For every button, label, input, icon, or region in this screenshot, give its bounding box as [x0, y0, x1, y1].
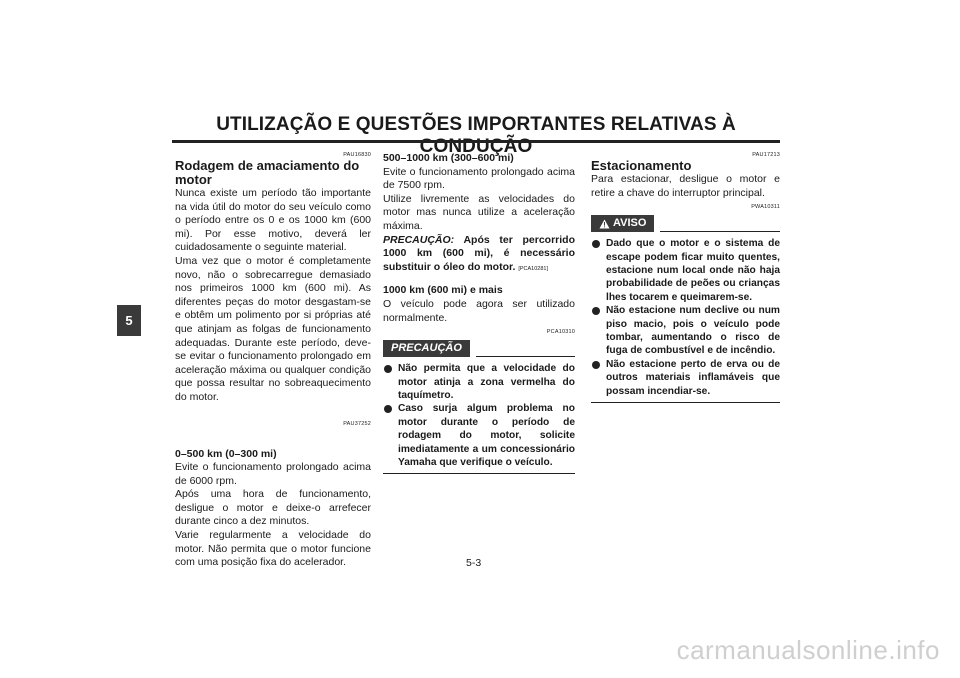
section-tab: 5 — [117, 305, 141, 336]
warning-box-header — [591, 215, 780, 232]
paragraph: Nunca existe um período tão importante na vida útil do motor do seu veículo como o período entre os 0 e os 1000 km (600 mi). Por esse motivo, deverá ler cuidadosamente o seguinte material. — [175, 187, 371, 254]
inline-caution-label: PRECAUÇÃO: — [383, 233, 455, 246]
ref-code: PCA10310 — [546, 329, 575, 336]
page-header-title: UTILIZAÇÃO E QUESTÕES IMPORTANTES RELATIVAS À CONDUÇÃO — [216, 114, 736, 157]
divider — [383, 473, 575, 474]
inline-caution — [383, 234, 575, 277]
paragraph: O veículo pode agora ser utilizado normalmente. — [383, 297, 575, 324]
paragraph: Utilize livremente as velocidades do motor mas nunca utilize a aceleração máxima. — [383, 192, 575, 232]
paragraph: Após uma hora de funcionamento, desligue o motor e deixe-o arrefecer durante cinco a dez minutos. — [175, 488, 371, 528]
caution-bullet: Não permita que a velocidade do motor atinja a zona vermelha do taquímetro. — [383, 362, 575, 402]
caution-box-header — [383, 340, 575, 357]
column-1 — [175, 152, 371, 570]
paragraph: Evite o funcionamento prolongado acima de 7500 rpm. — [383, 165, 575, 192]
warning-badge — [591, 215, 654, 232]
warning-bullet: Dado que o motor e o sistema de escape podem ficar muito quentes, estacione num local onde não haja probabilidade de peões ou crianças lhes tocarem e queimarem-se. — [591, 237, 780, 304]
column-3 — [591, 152, 780, 403]
page-number: 5-3 — [466, 557, 482, 569]
warning-badge-label: AVISO — [613, 217, 647, 230]
caution-badge: PRECAUÇÃO — [383, 340, 470, 357]
paragraph: Varie regularmente a velocidade do motor. Não permita que o motor funcione com uma posição fixa do acelerador. — [175, 529, 371, 569]
subheading-1000-plus: 1000 km (600 mi) e mais — [383, 284, 503, 297]
warning-triangle-icon — [599, 219, 610, 229]
paragraph: Para estacionar, desligue o motor e retire a chave do interruptor principal. — [591, 173, 780, 199]
subheading-0-500: 0–500 km (0–300 mi) — [175, 447, 277, 460]
paragraph: Evite o funcionamento prolongado acima de 6000 rpm. — [175, 461, 371, 487]
watermark: carmanualsonline.info — [676, 635, 940, 665]
ref-code: PAU17213 — [752, 152, 780, 158]
caution-bullet: Caso surja algum problema no motor durante o período de rodagem do motor, solicite imediatamente a um concessionário Yamaha que verifique o veículo. — [383, 402, 575, 469]
divider — [476, 356, 575, 357]
ref-code: PWA10311 — [751, 204, 780, 211]
caution-box — [383, 357, 575, 474]
section-title-parking: Estacionamento — [591, 158, 692, 173]
warning-box — [591, 232, 780, 403]
ref-code: PAU16830 — [343, 152, 371, 158]
warning-bullet: Não estacione perto de erva ou de outros materiais inflamáveis que possam incendiar-se. — [591, 358, 780, 398]
paragraph: Uma vez que o motor é completamente novo, não o sobrecarregue demasiado nos primeiros 1000 km (600 mi). As diferentes peças do motor desgastam-se e obtêm um polimento por si próprias até que atinjam as folgas de funcionamento adequadas. Durante este período, deve-se evitar o funcionamento prolongado em aceleração máxima ou qualquer condição que possa resultar no sobreaquecimento do motor. — [175, 254, 371, 403]
header-rule — [172, 140, 780, 143]
warning-bullet: Não estacione num declive ou num piso macio, pois o veículo pode tombar, aumentando o risco de fuga de combustível e de incêndio. — [591, 304, 780, 358]
subheading-500-1000: 500–1000 km (300–600 mi) — [383, 152, 514, 164]
section-title-break-in: Rodagem de amaciamento do motor — [175, 158, 360, 187]
divider — [660, 231, 780, 232]
ref-code: PAU37252 — [343, 420, 371, 427]
inline-caution-text: Após ter percorrido 1000 km (600 mi), é necessário substituir o óleo do motor. — [383, 233, 575, 273]
divider — [591, 402, 780, 403]
ref-code: [PCA10281] — [518, 265, 549, 272]
column-2 — [383, 152, 575, 474]
